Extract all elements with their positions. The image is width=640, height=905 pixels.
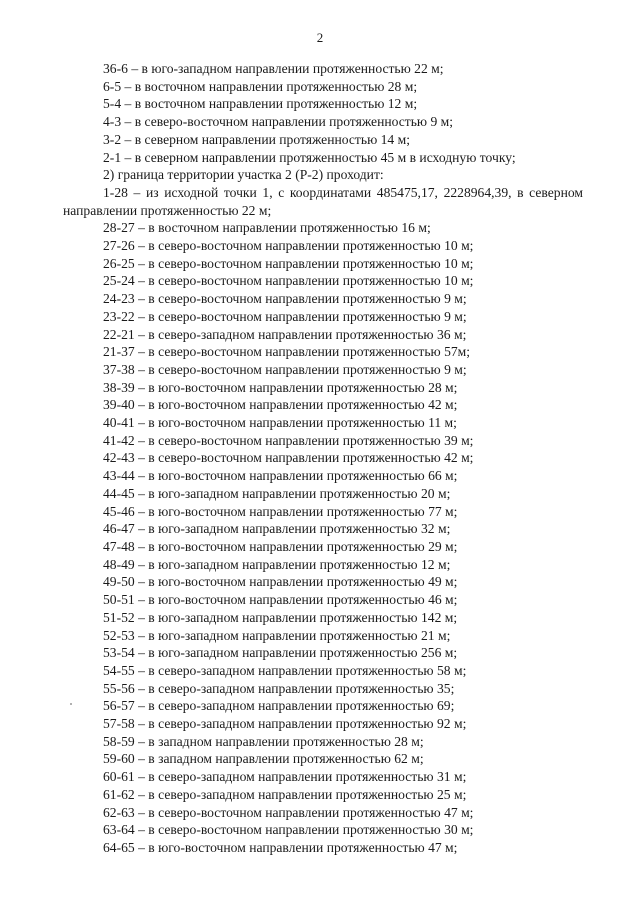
- boundary-segment-line: 3-2 – в северном направлении протяженностью 14 м;: [103, 131, 410, 147]
- boundary-segment-line: 50-51 – в юго-восточном направлении протяженностью 46 м;: [103, 592, 458, 608]
- boundary-segment-line: 5-4 – в восточном направлении протяженностью 12 м;: [103, 96, 418, 112]
- boundary-segment-line: 22-21 – в северо-западном направлении протяженностью 36 м;: [103, 326, 467, 342]
- boundary-segment-line: 24-23 – в северо-восточном направлении протяженностью 9 м;: [103, 291, 467, 307]
- boundary-segment-line: 26-25 – в северо-восточном направлении протяженностью 10 м;: [103, 255, 474, 271]
- boundary-segment-line: 23-22 – в северо-восточном направлении протяженностью 9 м;: [103, 308, 467, 324]
- boundary-segment-line: 45-46 – в юго-восточном направлении протяженностью 77 м;: [103, 503, 458, 519]
- boundary-segment-line: 6-5 – в восточном направлении протяженностью 28 м;: [103, 78, 418, 94]
- boundary-segment-line: 55-56 – в северо-западном направлении протяженностью 35;: [103, 680, 455, 696]
- boundary-segment-line: 51-52 – в юго-западном направлении протяженностью 142 м;: [103, 609, 458, 625]
- boundary-segment-line: 60-61 – в северо-западном направлении протяженностью 31 м;: [103, 769, 467, 785]
- boundary-segment-line: 25-24 – в северо-восточном направлении протяженностью 10 м;: [103, 273, 474, 289]
- boundary-segment-line: 54-55 – в северо-западном направлении протяженностью 58 м;: [103, 662, 467, 678]
- boundary-segment-line: 61-62 – в северо-западном направлении протяженностью 25 м;: [103, 786, 467, 802]
- start-point-paragraph: 1-28 – из исходной точки 1, с координатами 485475,17, 2228964,39, в северном направлении протяженностью 22 м;: [63, 184, 583, 218]
- boundary-segment-line: 56-57 – в северо-западном направлении протяженностью 69;: [103, 698, 455, 714]
- boundary-segment-line: 28-27 – в восточном направлении протяженностью 16 м;: [103, 220, 431, 236]
- boundary-segment-line: 36-6 – в юго-западном направлении протяженностью 22 м;: [103, 61, 444, 76]
- boundary-segment-line: 46-47 – в юго-западном направлении протяженностью 32 м;: [103, 521, 451, 537]
- boundary-segment-line: 49-50 – в юго-восточном направлении протяженностью 49 м;: [103, 574, 458, 590]
- boundary-segment-line: 2-1 – в северном направлении протяженностью 45 м в исходную точку;: [103, 149, 516, 165]
- boundary-segment-line: 53-54 – в юго-западном направлении протяженностью 256 м;: [103, 645, 458, 661]
- page-number: 2: [316, 30, 324, 45]
- boundary-segment-line: 4-3 – в северо-восточном направлении протяженностью 9 м;: [103, 114, 454, 130]
- boundary-segment-line: 2) граница территории участка 2 (Р-2) проходит:: [103, 167, 384, 183]
- boundary-segment-line: 47-48 – в юго-восточном направлении протяженностью 29 м;: [103, 538, 458, 554]
- boundary-segment-line: 58-59 – в западном направлении протяженностью 28 м;: [103, 733, 424, 749]
- boundary-segment-line: 27-26 – в северо-восточном направлении протяженностью 10 м;: [103, 238, 474, 254]
- boundary-segment-line: 42-43 – в северо-восточном направлении протяженностью 42 м;: [103, 450, 474, 466]
- boundary-segment-line: 40-41 – в юго-восточном направлении протяженностью 11 м;: [103, 415, 457, 431]
- document-body: [63, 60, 583, 857]
- boundary-segment-line: 43-44 – в юго-восточном направлении протяженностью 66 м;: [103, 468, 458, 484]
- boundary-segment-line: 41-42 – в северо-восточном направлении протяженностью 39 м;: [103, 432, 474, 448]
- boundary-segment-line: 37-38 – в северо-восточном направлении протяженностью 9 м;: [103, 361, 467, 377]
- boundary-segment-line: 62-63 – в северо-восточном направлении протяженностью 47 м;: [103, 804, 474, 820]
- boundary-list-area-1: [63, 60, 583, 184]
- boundary-segment-line: 44-45 – в юго-западном направлении протяженностью 20 м;: [103, 485, 451, 501]
- boundary-segment-line: 59-60 – в западном направлении протяженностью 62 м;: [103, 751, 424, 767]
- boundary-segment-line: 52-53 – в юго-западном направлении протяженностью 21 м;: [103, 627, 451, 643]
- boundary-segment-line: 38-39 – в юго-восточном направлении протяженностью 28 м;: [103, 379, 458, 395]
- boundary-segment-line: 39-40 – в юго-восточном направлении протяженностью 42 м;: [103, 397, 458, 413]
- boundary-segment-line: 64-65 – в юго-восточном направлении протяженностью 47 м;: [103, 839, 458, 855]
- boundary-segment-line: 48-49 – в юго-западном направлении протяженностью 12 м;: [103, 556, 451, 572]
- boundary-list-area-2: [63, 219, 583, 856]
- boundary-segment-line: 21-37 – в северо-восточном направлении протяженностью 57м;: [103, 344, 471, 360]
- scan-speck: [70, 703, 72, 705]
- boundary-segment-line: 63-64 – в северо-восточном направлении протяженностью 30 м;: [103, 822, 474, 838]
- boundary-segment-line: 57-58 – в северо-западном направлении протяженностью 92 м;: [103, 716, 467, 732]
